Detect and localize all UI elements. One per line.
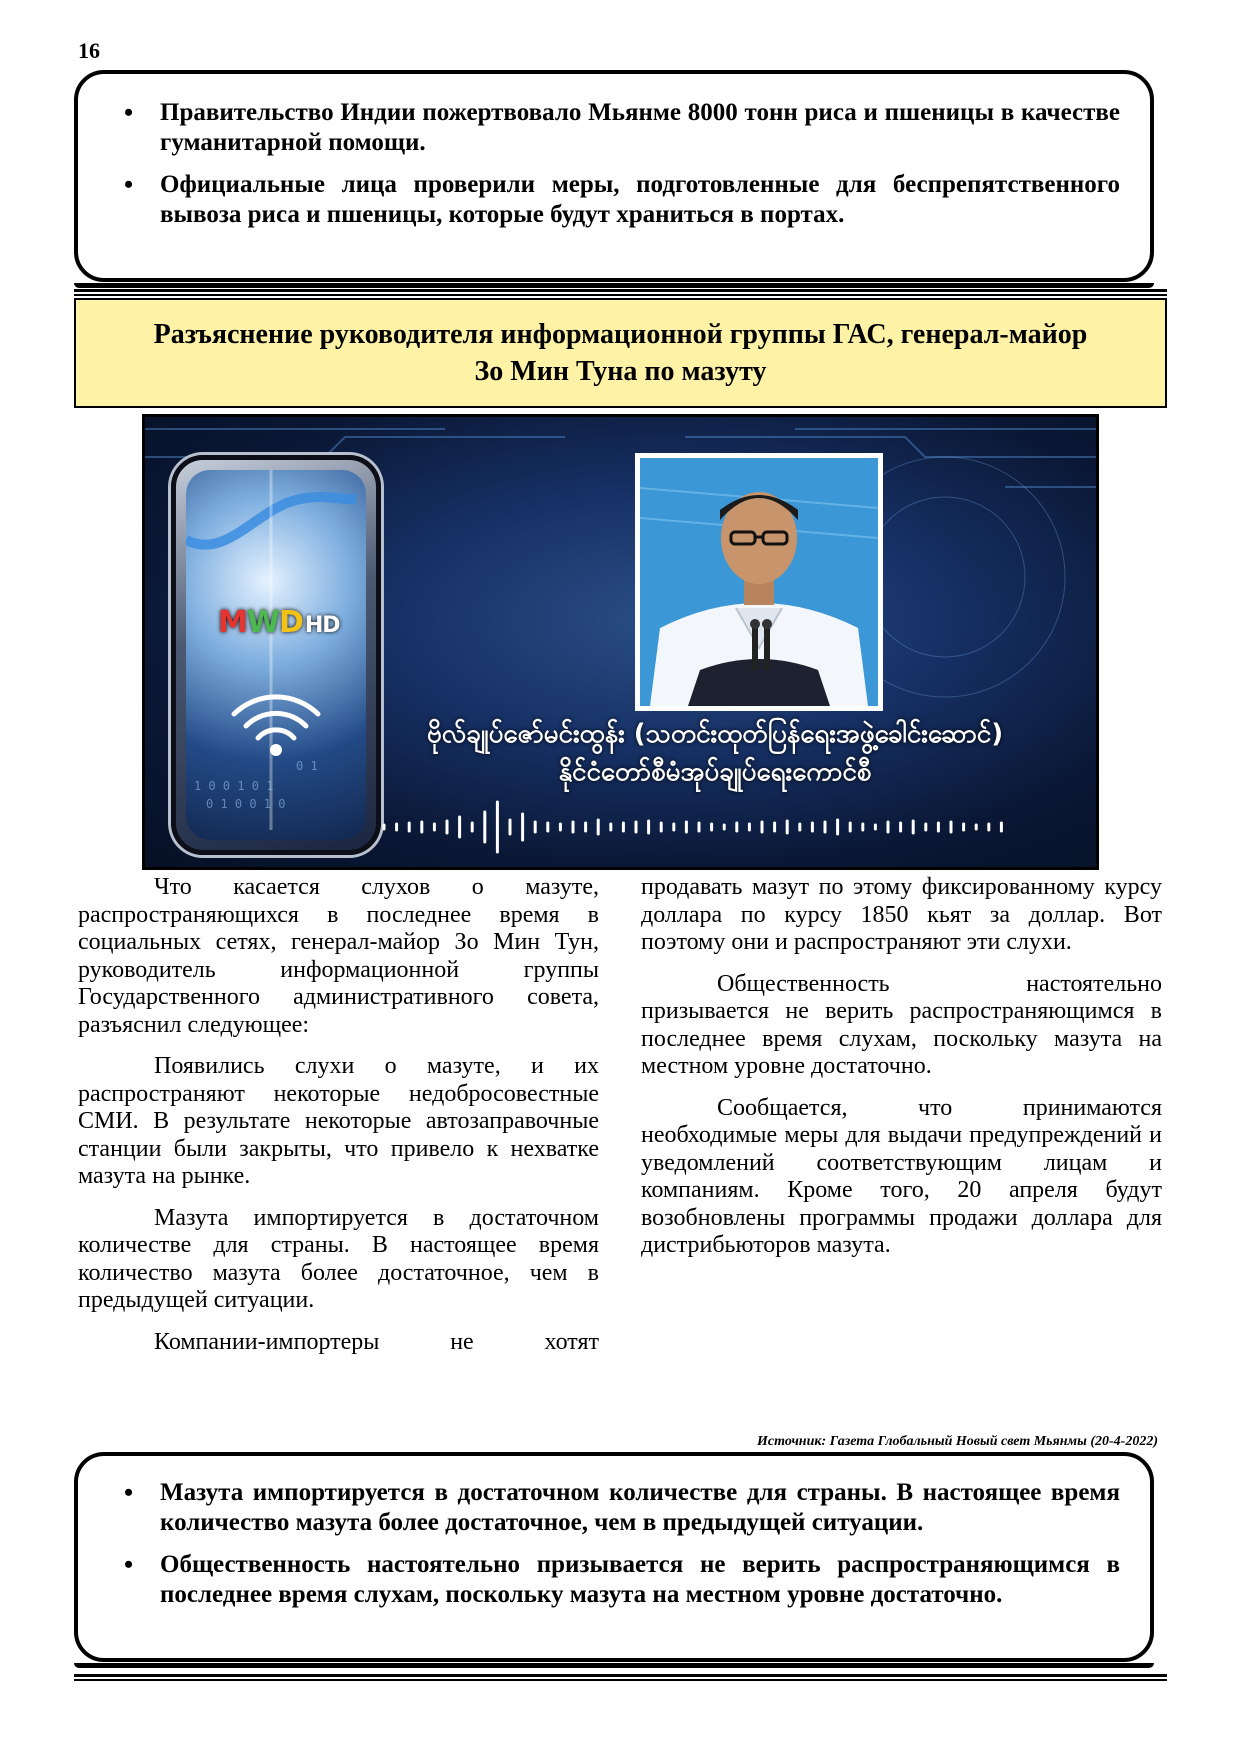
summary-bullet: • Официальные лица проверили меры, подготовленные для беспрепятственного вывоза риса и пшеницы, которые будут храниться в портах. xyxy=(160,170,1120,230)
summary-bullet: • Мазута импортируется в достаточном количестве для страны. В настоящее время количество мазута более достаточное, чем в предыдущей ситуации. xyxy=(160,1478,1120,1538)
article-paragraph: Общественность настоятельно призывается не верить распространяющимся в последнее время слухам, поскольку мазута на местном уровне достаточно. xyxy=(641,970,1162,1079)
svg-text:0 1: 0 1 xyxy=(296,759,318,773)
phone-screen xyxy=(186,470,366,840)
speaker-portrait xyxy=(640,458,878,706)
smartphone-graphic xyxy=(171,455,381,855)
news-photo xyxy=(142,414,1099,870)
mwd-hd-logo: MWDHD xyxy=(218,605,340,640)
divider-rule xyxy=(74,289,1167,292)
summary-box-top xyxy=(74,70,1154,282)
article-paragraph: Компании-импортеры не хотят xyxy=(154,1328,599,1355)
source-citation: Источник: Газета Глобальный Новый свет Мьянмы (20-4-2022) xyxy=(757,1434,1158,1449)
audio-waveform xyxy=(380,797,1020,857)
svg-text:1 0 0 1 0 1: 1 0 0 1 0 1 xyxy=(194,779,274,793)
article-paragraph: продавать мазут по этому фиксированному курсу доллара по курсу 1850 кьят за доллар. Вот поэтому они и распространяют эти слухи. xyxy=(641,874,1162,955)
summary-bullets-bottom xyxy=(124,1478,1120,1610)
speaker-photo xyxy=(635,453,883,711)
caption-line: ဗိုလ်ချုပ်ဇော်မင်းထွန်း (သတင်းထုတ်ပြန်ရေးအဖွဲ့ခေါင်းဆောင်) xyxy=(426,719,1004,749)
divider-rule xyxy=(74,294,1167,296)
page-number: 16 xyxy=(78,38,100,63)
article-column-right xyxy=(641,874,1162,1274)
article-column-left xyxy=(78,874,599,1370)
summary-box-bottom xyxy=(74,1452,1154,1662)
summary-bullets-top xyxy=(124,98,1120,230)
summary-bullet: • Правительство Индии пожертвовало Мьянме 8000 тонн риса и пшеницы в качестве гуманитарной помощи. xyxy=(160,98,1120,158)
summary-bullet: • Общественность настоятельно призывается не верить распространяющимся в последнее время слухам, поскольку мазута на местном уровне достаточно. xyxy=(160,1550,1120,1610)
article-paragraph: Появились слухи о мазуте, и их распространяют некоторые недобросовестные СМИ. В результате некоторые автозаправочные станции были закрыты, что привело к нехватке мазута на рынке. xyxy=(78,1053,599,1189)
article-title-line: Зо Мин Туна по мазуту xyxy=(474,356,767,387)
article-paragraph: Сообщается, что принимаются необходимые меры для выдачи предупреждений и уведомлений соответствующим лицам и компаниям. Кроме того, 20 апреля будут возобновлены программы продажи доллара для дистрибьюторов мазута. xyxy=(641,1094,1162,1258)
article-paragraph: Мазута импортируется в достаточном количестве для страны. В настоящее время количество мазута более достаточное, чем в предыдущей ситуации. xyxy=(78,1204,599,1313)
article-title xyxy=(74,298,1167,408)
ribbon-graphic xyxy=(186,470,356,830)
footer-rule xyxy=(74,1679,1167,1681)
article-title-line: Разъяснение руководителя информационной группы ГАС, генерал-майор xyxy=(153,319,1088,350)
wifi-icon xyxy=(226,690,326,760)
svg-text:0 1 0 0 1 0: 0 1 0 0 1 0 xyxy=(206,797,286,811)
article-paragraph: Что касается слухов о мазуте, распространяющихся в последнее время в социальных сетях, генерал-майор Зо Мин Тун, руководитель информационной группы Государственного административного совета, разъяснил следующее: xyxy=(78,874,599,1038)
footer-rule xyxy=(74,1674,1167,1677)
photo-caption xyxy=(345,715,1085,791)
caption-line: နိုင်ငံတော်စီမံအုပ်ချုပ်ရေးကောင်စီ xyxy=(558,757,872,787)
